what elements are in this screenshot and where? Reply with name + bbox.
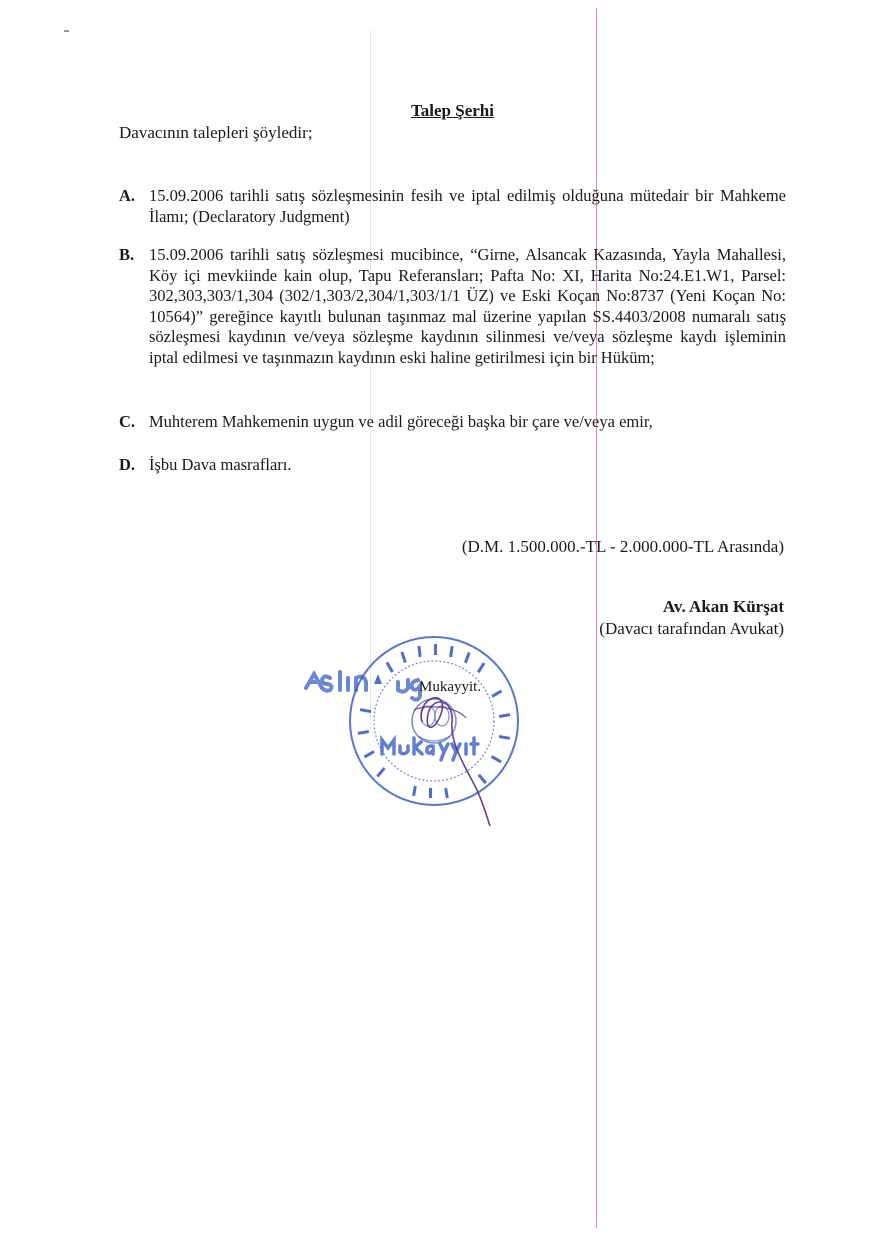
seal-aslina (296, 618, 297, 619)
overstamp-glyph (414, 738, 422, 754)
request-item-d (119, 455, 786, 476)
glyph-mark (360, 708, 371, 713)
item-letter: C. (119, 412, 136, 431)
overstamp-glyph (306, 674, 322, 688)
request-item-c (119, 412, 786, 433)
signer-role: (Davacı tarafından Avukat) (599, 619, 784, 638)
claim-range: (D.M. 1.500.000.-TL - 2.000.000-TL Arasında) (461, 537, 784, 556)
glyph-mark (401, 652, 407, 663)
item-letter: A. (119, 186, 136, 205)
glyph-mark (449, 646, 454, 657)
glyph-mark (358, 730, 369, 735)
document-title: Talep Şerhi (411, 101, 494, 120)
item-text: İşbu Dava masrafları. (149, 455, 292, 474)
item-text: 15.09.2006 tarihli satış sözleşmesi mucibince, “Girne, Alsancak Kazasında, Yayla Mahallesi, Köy içi mevkiinde kain olup, Tapu Referansları; Pafta No: XI, Harita No:24.E1.W1, Parsel: 302,303,303/1,304 (302/1,303/2,304/1,303/1/1 ÜZ) ve Eski Koçan No:8737 (Yeni Koçan No: 10564)” gereğince kayıtlı bulunan taşınmaz mal üzerine yapılan SS.4403/2008 numaralı satış sözleşmesi kaydının ve/veya sözleşme kaydının silinmesi ve/veya sözleşme kaydı işleminin iptal edilmesi ve taşınmazın kaydının eski haline getirilmesi için bir Hüküm; (149, 245, 786, 367)
signer-name: Av. Akan Kürşat (662, 597, 784, 616)
glyph-mark (386, 662, 394, 673)
overstamp-glyph (382, 740, 394, 754)
glyph-mark (429, 788, 432, 798)
overstamp-glyph (356, 677, 366, 690)
intro-text: Davacının talepleri şöyledir; (119, 123, 313, 142)
glyph-mark (464, 652, 471, 663)
overstamp-glyph (471, 738, 478, 754)
court-stamp (296, 618, 536, 838)
glyph-mark (412, 786, 417, 796)
overstamp-glyph (400, 746, 408, 754)
glyph-mark (444, 788, 449, 798)
overstamp-glyph (440, 744, 448, 760)
aslina-overstamp (306, 672, 420, 700)
overstamp-glyph (427, 746, 433, 754)
item-letter: D. (119, 455, 136, 474)
glyph-mark (477, 662, 485, 673)
item-text: Muhterem Mahkemenin uygun ve adil göreceği başka bir çare ve/veya emir, (149, 412, 653, 431)
item-letter: B. (119, 245, 135, 264)
glyph-mark (499, 713, 510, 718)
stamp-typed-mukayyit: Mukayyit. (419, 679, 482, 695)
glyph-mark (417, 646, 421, 657)
stamp-seal-graphic (296, 618, 536, 838)
request-item-b (119, 245, 786, 368)
glyph-mark (434, 644, 437, 655)
overstamp-glyph (322, 676, 332, 690)
glyph-mark (499, 735, 510, 740)
glyph-mark (491, 690, 502, 698)
overstamp-glyph (398, 680, 408, 692)
glyph-mark (491, 755, 502, 763)
glyph-mark (376, 767, 385, 777)
scan-speck (64, 30, 69, 32)
glyph-mark (364, 750, 375, 758)
glyph-mark (478, 774, 487, 784)
item-text: 15.09.2006 tarihli satış sözleşmesinin fesih ve iptal edilmiş olduğuna mütedair bir Mahkeme İlamı; (Declaratory Judgment) (149, 186, 786, 226)
request-item-a (119, 186, 786, 227)
glyph-mark (374, 674, 382, 684)
